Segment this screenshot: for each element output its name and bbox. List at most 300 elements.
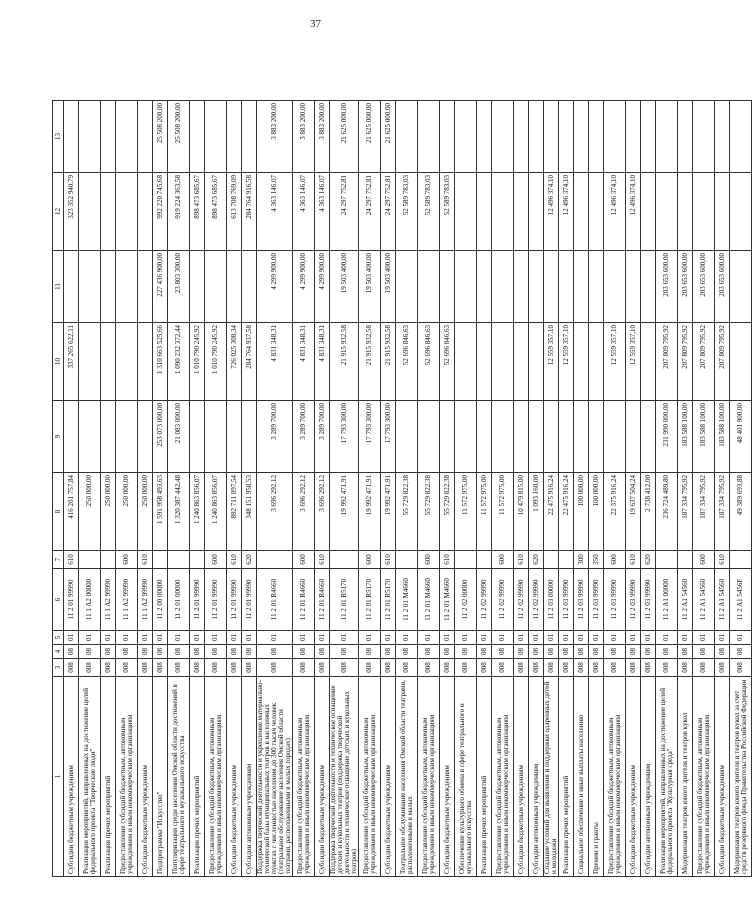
row-value-cell: 11 2 01 R5170: [359, 569, 381, 631]
row-name-cell: Субсидии бюджетным учреждениям: [138, 677, 153, 877]
row-value-cell: 01: [227, 631, 242, 645]
row-value-cell: [455, 551, 477, 569]
row-value-cell: 08: [656, 645, 678, 659]
table-row: [315, 27, 330, 877]
row-value-cell: 01: [381, 631, 396, 645]
row-value-cell: [190, 101, 205, 173]
row-value-cell: [418, 251, 440, 323]
row-value-cell: 183 588 100,00: [693, 401, 715, 473]
row-value-cell: 11 2 01 R4660: [315, 569, 330, 631]
row-value-cell: 008: [626, 659, 641, 677]
row-value-cell: 4 363 146,07: [315, 173, 330, 251]
row-value-cell: [693, 101, 715, 173]
row-value-cell: 19 637 504,24: [626, 473, 641, 551]
row-value-cell: 008: [455, 659, 477, 677]
row-value-cell: 01: [604, 631, 626, 645]
row-value-cell: 01: [153, 631, 168, 645]
table-row: [514, 27, 529, 877]
row-value-cell: 11 2 01 M4660: [396, 569, 418, 631]
row-name-cell: Премии и гранты: [589, 677, 604, 877]
row-name-cell: Реализация мероприятий, направленных на достижение целей федерального проекта "Культурная среда": [656, 677, 678, 877]
row-value-cell: [678, 551, 693, 569]
row-value-cell: 620: [242, 551, 257, 569]
row-value-cell: [626, 401, 641, 473]
row-value-cell: 22 475 916,24: [559, 473, 574, 551]
row-value-cell: 008: [477, 659, 492, 677]
row-value-cell: 01: [455, 631, 477, 645]
row-value-cell: 600: [418, 551, 440, 569]
row-value-cell: 11 2 01 R5170: [381, 569, 396, 631]
row-value-cell: 08: [544, 645, 559, 659]
row-value-cell: 008: [153, 659, 168, 677]
row-value-cell: [477, 251, 492, 323]
table-row: [529, 27, 544, 877]
row-value-cell: 52 589 783,03: [396, 173, 418, 251]
row-value-cell: [138, 401, 153, 473]
row-value-cell: 008: [418, 659, 440, 677]
header-cell: 12: [53, 173, 64, 251]
row-value-cell: [64, 251, 79, 323]
row-value-cell: 52 589 783,03: [440, 173, 455, 251]
header-cell: 11: [53, 251, 64, 323]
row-value-cell: [138, 323, 153, 401]
row-name-cell: Предоставление субсидий бюджетным, автономным учреждениям и иным некоммерческим организациям: [359, 677, 381, 877]
row-value-cell: 4 299 900,00: [257, 251, 293, 323]
header-cell: 6: [53, 569, 64, 631]
row-value-cell: [242, 101, 257, 173]
row-value-cell: 19 992 471,91: [359, 473, 381, 551]
row-value-cell: 600: [293, 551, 315, 569]
row-value-cell: [396, 551, 418, 569]
row-value-cell: [79, 401, 101, 473]
row-value-cell: 11 2 01 99990: [64, 569, 79, 631]
row-value-cell: [440, 251, 455, 323]
row-name-cell: Театральное обслуживание населения Омской области театрами, расположенными в малых: [396, 677, 418, 877]
row-value-cell: 55 729 822,38: [440, 473, 455, 551]
row-name-cell: Субсидии бюджетным учреждениям: [514, 677, 529, 877]
row-value-cell: 11 572 975,00: [477, 473, 492, 551]
row-value-cell: [604, 251, 626, 323]
table-row: [544, 27, 559, 877]
row-value-cell: 610: [138, 551, 153, 569]
row-value-cell: 24 297 752,81: [381, 173, 396, 251]
row-value-cell: 300: [574, 551, 589, 569]
row-value-cell: 19 992 471,91: [330, 473, 359, 551]
row-value-cell: 52 696 846,63: [440, 323, 455, 401]
row-value-cell: 11 2 A1 5456F: [730, 569, 752, 631]
table-row: [190, 27, 205, 877]
row-value-cell: [730, 551, 752, 569]
row-value-cell: [544, 551, 559, 569]
row-value-cell: 01: [574, 631, 589, 645]
row-value-cell: 008: [544, 659, 559, 677]
rotated-page: [52, 47, 748, 877]
row-value-cell: 250 000,00: [116, 473, 138, 551]
row-value-cell: 11 2 01 00000: [168, 569, 190, 631]
row-value-cell: 01: [138, 631, 153, 645]
row-value-cell: [604, 401, 626, 473]
row-name-cell: Субсидии бюджетным учреждениям: [715, 677, 730, 877]
row-value-cell: 008: [138, 659, 153, 677]
table-row: [242, 27, 257, 877]
row-value-cell: 1 240 863 856,07: [205, 473, 227, 551]
row-value-cell: 3 696 292,12: [257, 473, 293, 551]
row-value-cell: 600: [205, 551, 227, 569]
row-value-cell: [574, 323, 589, 401]
header-cell: 7: [53, 551, 64, 569]
row-value-cell: [730, 101, 752, 173]
row-value-cell: 610: [626, 551, 641, 569]
row-value-cell: 11 2 01 99990: [205, 569, 227, 631]
row-value-cell: 620: [529, 551, 544, 569]
row-value-cell: 01: [492, 631, 514, 645]
row-value-cell: 008: [514, 659, 529, 677]
row-name-cell: Социальное обеспечение и иные выплаты населению: [574, 677, 589, 877]
row-value-cell: 08: [205, 645, 227, 659]
row-value-cell: [574, 101, 589, 173]
row-value-cell: 992 220 745,68: [153, 173, 168, 251]
row-name-cell: Подпрограмма "Искусство": [153, 677, 168, 877]
table-row: [626, 27, 641, 877]
row-value-cell: 12 496 374,10: [626, 173, 641, 251]
row-value-cell: 1 591 958 493,63: [153, 473, 168, 551]
row-value-cell: [477, 551, 492, 569]
row-value-cell: 08: [693, 645, 715, 659]
row-value-cell: [589, 323, 604, 401]
row-value-cell: 08: [190, 645, 205, 659]
row-value-cell: 08: [242, 645, 257, 659]
row-value-cell: 008: [101, 659, 116, 677]
row-value-cell: 008: [79, 659, 101, 677]
row-value-cell: 12 559 357,10: [604, 323, 626, 401]
row-value-cell: [205, 401, 227, 473]
row-value-cell: 01: [359, 631, 381, 645]
row-value-cell: 610: [315, 551, 330, 569]
row-value-cell: 12 496 374,10: [559, 173, 574, 251]
table-row: [604, 27, 626, 877]
row-value-cell: 19 503 400,00: [330, 251, 359, 323]
row-value-cell: 22 475 916,24: [544, 473, 559, 551]
row-name-cell: Субсидии бюджетным учреждениям: [381, 677, 396, 877]
row-value-cell: [153, 551, 168, 569]
table-row: [730, 27, 752, 877]
row-value-cell: [678, 101, 693, 173]
row-value-cell: 08: [529, 645, 544, 659]
row-value-cell: 11 2 03 99990: [641, 569, 656, 631]
row-value-cell: [205, 101, 227, 173]
header-cell: 3: [53, 659, 64, 677]
row-value-cell: [455, 251, 477, 323]
row-value-cell: [168, 551, 190, 569]
row-value-cell: [418, 401, 440, 473]
row-name-cell: Субсидии бюджетным учреждениям: [626, 677, 641, 877]
row-value-cell: 01: [257, 631, 293, 645]
row-value-cell: 610: [381, 551, 396, 569]
row-value-cell: 21 915 932,58: [330, 323, 359, 401]
row-value-cell: 284 764 916,58: [242, 173, 257, 251]
row-name-cell: Предоставление субсидий бюджетным, автономным учреждениям и иным некоммерческим организациям: [604, 677, 626, 877]
row-value-cell: 2 738 412,00: [641, 473, 656, 551]
row-value-cell: 11 1 A2 99990: [138, 569, 153, 631]
row-value-cell: 3 883 200,00: [257, 101, 293, 173]
row-value-cell: 52 696 846,63: [396, 323, 418, 401]
row-value-cell: [257, 551, 293, 569]
row-value-cell: 610: [715, 551, 730, 569]
row-value-cell: 207 809 795,92: [693, 323, 715, 401]
row-value-cell: [440, 101, 455, 173]
row-value-cell: [589, 401, 604, 473]
row-value-cell: 008: [529, 659, 544, 677]
row-value-cell: [101, 101, 116, 173]
row-value-cell: 08: [138, 645, 153, 659]
row-value-cell: 183 588 100,00: [678, 401, 693, 473]
table-row: [574, 27, 589, 877]
row-value-cell: 008: [678, 659, 693, 677]
row-value-cell: 17 793 300,00: [381, 401, 396, 473]
table-row: [293, 27, 315, 877]
row-value-cell: 11 2 03 99990: [574, 569, 589, 631]
row-value-cell: 4 831 348,31: [257, 323, 293, 401]
row-value-cell: 227 436 900,00: [153, 251, 168, 323]
row-value-cell: 11 2 03 99990: [626, 569, 641, 631]
row-name-cell: Субсидии бюджетным учреждениям: [440, 677, 455, 877]
table-row: [589, 27, 604, 877]
row-value-cell: [589, 173, 604, 251]
table-row: [79, 27, 101, 877]
row-name-cell: Модернизация театров юного зрителя и театров кукол за счет средств резервного фонда Правительства Российской Федерации: [730, 677, 752, 877]
row-value-cell: 187 334 795,92: [678, 473, 693, 551]
row-value-cell: [330, 551, 359, 569]
row-value-cell: [455, 401, 477, 473]
row-value-cell: [529, 401, 544, 473]
row-value-cell: [514, 173, 529, 251]
row-value-cell: 21 625 000,00: [330, 101, 359, 173]
row-value-cell: [138, 173, 153, 251]
row-value-cell: 08: [514, 645, 529, 659]
row-value-cell: [227, 251, 242, 323]
row-value-cell: 21 915 932,58: [381, 323, 396, 401]
row-value-cell: 1 320 387 442,48: [168, 473, 190, 551]
header-cell: 5: [53, 631, 64, 645]
row-value-cell: 08: [396, 645, 418, 659]
row-value-cell: 3 289 700,00: [257, 401, 293, 473]
row-value-cell: 610: [64, 551, 79, 569]
table-row: [116, 27, 138, 877]
row-name-cell: Реализация прочих мероприятий: [101, 677, 116, 877]
row-value-cell: 08: [574, 645, 589, 659]
row-value-cell: 12 496 374,10: [544, 173, 559, 251]
row-value-cell: 08: [477, 645, 492, 659]
row-value-cell: [589, 101, 604, 173]
row-value-cell: 08: [678, 645, 693, 659]
row-value-cell: [641, 401, 656, 473]
row-value-cell: 008: [715, 659, 730, 677]
row-value-cell: 3 289 700,00: [293, 401, 315, 473]
row-value-cell: [477, 173, 492, 251]
row-name-cell: Реализация мероприятий, направленных на достижение целей федерального проекта "Творческие люди": [79, 677, 101, 877]
row-value-cell: 01: [190, 631, 205, 645]
table-row: [257, 27, 293, 877]
row-value-cell: 183 588 100,00: [715, 401, 730, 473]
row-value-cell: 08: [168, 645, 190, 659]
row-value-cell: [544, 251, 559, 323]
row-value-cell: 11 2 03 99990: [589, 569, 604, 631]
row-value-cell: [64, 401, 79, 473]
row-value-cell: 08: [589, 645, 604, 659]
row-value-cell: [79, 551, 101, 569]
row-value-cell: [101, 551, 116, 569]
row-value-cell: [418, 101, 440, 173]
table-row: [641, 27, 656, 877]
row-value-cell: 01: [168, 631, 190, 645]
row-value-cell: [529, 173, 544, 251]
table-row: [359, 27, 381, 877]
row-value-cell: [559, 251, 574, 323]
row-value-cell: 08: [626, 645, 641, 659]
row-value-cell: [79, 251, 101, 323]
row-value-cell: 11 2 01 99990: [227, 569, 242, 631]
row-value-cell: 08: [153, 645, 168, 659]
header-cell: 9: [53, 401, 64, 473]
row-value-cell: [116, 101, 138, 173]
row-value-cell: 11 2 02 99990: [492, 569, 514, 631]
row-value-cell: 21 625 000,00: [381, 101, 396, 173]
row-value-cell: 01: [477, 631, 492, 645]
row-value-cell: [715, 173, 730, 251]
row-value-cell: 01: [116, 631, 138, 645]
row-value-cell: [492, 323, 514, 401]
row-value-cell: 01: [559, 631, 574, 645]
row-value-cell: [544, 401, 559, 473]
table-row: [559, 27, 574, 877]
row-value-cell: [678, 173, 693, 251]
row-value-cell: 08: [381, 645, 396, 659]
row-name-cell: Предоставление субсидий бюджетным, автономным учреждениям и иным некоммерческим организациям: [492, 677, 514, 877]
row-value-cell: 4 299 900,00: [315, 251, 330, 323]
row-value-cell: [477, 401, 492, 473]
row-value-cell: [626, 251, 641, 323]
row-value-cell: [514, 323, 529, 401]
row-value-cell: 11 2 01 R4660: [293, 569, 315, 631]
row-value-cell: 253 073 000,00: [153, 401, 168, 473]
row-value-cell: 24 297 752,81: [330, 173, 359, 251]
row-value-cell: 01: [293, 631, 315, 645]
row-value-cell: 008: [64, 659, 79, 677]
row-value-cell: 22 375 916,24: [604, 473, 626, 551]
row-value-cell: 008: [604, 659, 626, 677]
row-value-cell: 10 479 815,00: [514, 473, 529, 551]
row-value-cell: 49 389 693,88: [730, 473, 752, 551]
row-value-cell: [492, 173, 514, 251]
row-value-cell: 11 2 A1 54560: [715, 569, 730, 631]
row-value-cell: [101, 251, 116, 323]
table-row: [330, 27, 359, 877]
row-value-cell: 08: [559, 645, 574, 659]
row-value-cell: 08: [330, 645, 359, 659]
row-value-cell: 12 559 357,10: [559, 323, 574, 401]
row-value-cell: 613 708 769,09: [227, 173, 242, 251]
row-value-cell: 4 831 348,31: [315, 323, 330, 401]
row-value-cell: [205, 251, 227, 323]
row-value-cell: [715, 101, 730, 173]
row-value-cell: 3 883 200,00: [315, 101, 330, 173]
row-value-cell: 11 572 975,00: [492, 473, 514, 551]
row-value-cell: 008: [656, 659, 678, 677]
row-value-cell: 17 793 300,00: [330, 401, 359, 473]
row-value-cell: [574, 401, 589, 473]
row-value-cell: [574, 251, 589, 323]
row-value-cell: [544, 101, 559, 173]
row-value-cell: 01: [205, 631, 227, 645]
row-value-cell: 187 334 795,92: [693, 473, 715, 551]
row-value-cell: 4 299 900,00: [293, 251, 315, 323]
row-name-cell: Субсидии автономным учреждениям: [641, 677, 656, 877]
row-value-cell: 19 503 400,00: [381, 251, 396, 323]
row-value-cell: 008: [116, 659, 138, 677]
row-value-cell: 207 809 795,92: [678, 323, 693, 401]
row-name-cell: Предоставление субсидий бюджетным, автономным учреждениям и иным некоммерческим организациям: [418, 677, 440, 877]
table-row: [227, 27, 242, 877]
row-value-cell: 01: [529, 631, 544, 645]
row-value-cell: 350: [589, 551, 604, 569]
row-name-cell: Популяризация среди населения Омской области достижений в сфере театрального и музыкального искусства: [168, 677, 190, 877]
row-value-cell: 48 401 900,00: [730, 401, 752, 473]
row-value-cell: 008: [730, 659, 752, 677]
row-value-cell: 187 334 795,92: [715, 473, 730, 551]
row-value-cell: 337 265 622,11: [64, 323, 79, 401]
row-name-cell: Реализация прочих мероприятий: [477, 677, 492, 877]
row-value-cell: [396, 101, 418, 173]
row-value-cell: 416 201 757,84: [64, 473, 79, 551]
row-value-cell: 11 2 A1 54560: [693, 569, 715, 631]
row-value-cell: 11 2 03 99990: [559, 569, 574, 631]
row-value-cell: [730, 323, 752, 401]
table-row: [168, 27, 190, 877]
row-value-cell: [440, 401, 455, 473]
row-value-cell: 008: [359, 659, 381, 677]
row-value-cell: 08: [359, 645, 381, 659]
row-value-cell: [574, 173, 589, 251]
row-value-cell: 01: [678, 631, 693, 645]
row-value-cell: 348 151 958,53: [242, 473, 257, 551]
row-value-cell: 600: [359, 551, 381, 569]
row-value-cell: 600: [693, 551, 715, 569]
row-value-cell: 08: [293, 645, 315, 659]
row-value-cell: 25 508 200,00: [153, 101, 168, 173]
row-value-cell: [190, 251, 205, 323]
table-row: [715, 27, 730, 877]
row-value-cell: [730, 251, 752, 323]
row-value-cell: [227, 101, 242, 173]
row-value-cell: 11 2 A1 00000: [656, 569, 678, 631]
row-value-cell: 600: [604, 551, 626, 569]
row-value-cell: 01: [64, 631, 79, 645]
row-value-cell: [656, 101, 678, 173]
row-value-cell: 1 310 663 525,66: [153, 323, 168, 401]
row-value-cell: 24 297 752,81: [359, 173, 381, 251]
row-value-cell: 1 093 160,00: [529, 473, 544, 551]
budget-table: [52, 26, 752, 877]
table-row: [492, 27, 514, 877]
row-value-cell: [138, 101, 153, 173]
row-value-cell: 11 2 03 00000: [544, 569, 559, 631]
header-cell: 1: [53, 677, 64, 877]
row-value-cell: 08: [440, 645, 455, 659]
row-value-cell: 01: [79, 631, 101, 645]
row-value-cell: 4 363 146,07: [293, 173, 315, 251]
row-value-cell: 008: [574, 659, 589, 677]
row-value-cell: 12 496 374,10: [604, 173, 626, 251]
